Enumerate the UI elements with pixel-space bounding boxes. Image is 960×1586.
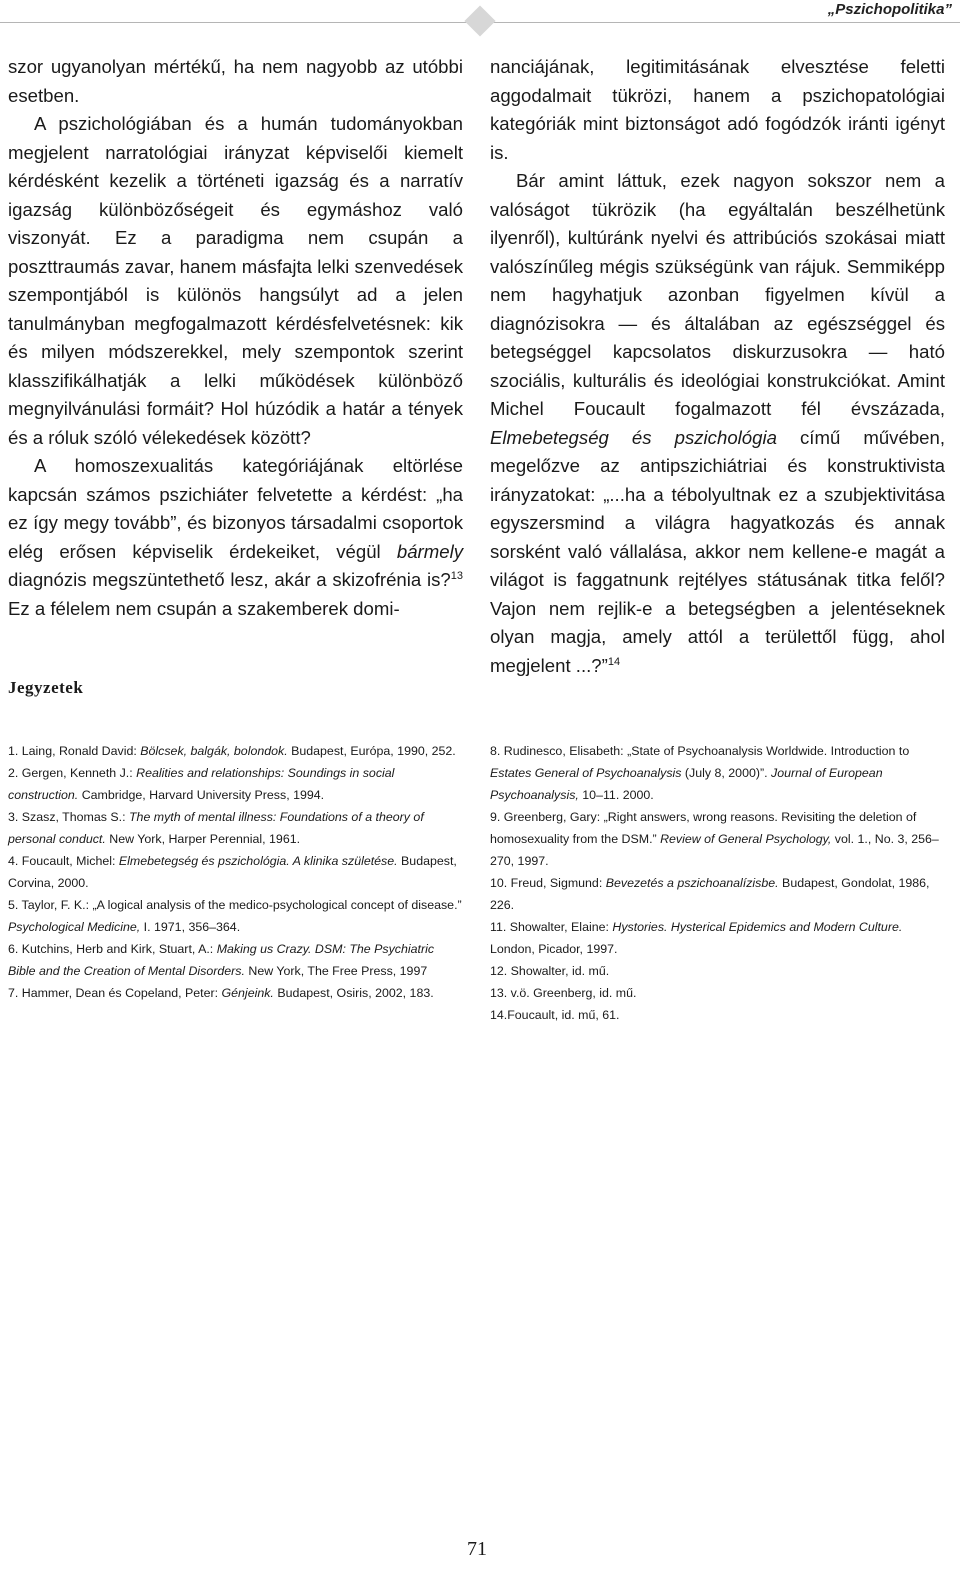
paragraph: szor ugyanolyan mértékű, ha nem nagyobb az utóbbi esetben. xyxy=(8,56,463,106)
text-run: Bár amint láttuk, ezek nagyon sokszor nem a valóságot tükrözik (ha egyáltalán beszélhetünk ilyenről), kultúránk nyelvi és attribúciós szokásai miatt valószínűleg mégis szükségünk van rájuk. Semmiképp nem hagyhatjuk azonban figyelmen kívül a diagnózisokra — és általában az egészséggel és betegséggel kapcsolatos diskurzusokra — ható szociális, kulturális és ideológiai konstrukciókat. Amint Michel Foucault fogalmazott fél évszázada, xyxy=(490,170,945,419)
paragraph: nanciájának, legitimitásának elvesztése feletti aggodalmait tükrözi, hanem a pszichopatológiai kategóriák mint biztonságot adó fogódzók iránti igényt is. xyxy=(490,56,945,163)
note-item: 13. v.ö. Greenberg, id. mű. xyxy=(490,986,637,1000)
paragraph: A pszichológiában és a humán tudományokban megjelent narratológiai irányzat képviselői kiemelt kérdésként kezelik a történeti igazság és a narratív igazság különbözőségeit és egymáshoz való viszonyát. Ez a paradigma nem csupán a poszttraumás zavar, hanem másfajta lelki szenvedések szempontjából is különös hangsúlyt ad a jelen tanulmányban megfogalmazott kérdésfelvetésnek: kik és milyen módszerekkel, mely szempontok szerint klasszifikálhatják a lelki működések különböző megnyilvánulási formáit? Hol húzódik a határ a tények és a róluk szóló vélekedések között? xyxy=(8,113,463,448)
note-item: 1. Laing, Ronald David: Bölcsek, balgák, bolondok. Budapest, Európa, 1990, 252. xyxy=(8,744,456,758)
emphasis: bármely xyxy=(396,540,463,562)
footnote-ref[interactable]: 13 xyxy=(450,570,463,582)
note-item: 14.Foucault, id. mű, 61. xyxy=(490,1008,620,1022)
note-item: 4. Foucault, Michel: Elmebetegség és pszichológia. A klinika születése. Budapest, Corvina, 2000. xyxy=(8,854,457,890)
note-item: 9. Greenberg, Gary: „Right answers, wrong reasons. Revisiting the deletion of homosexuality from the DSM.” Review of General Psychology, vol. 1., No. 3, 256–270, 1997. xyxy=(490,810,939,868)
paragraph xyxy=(8,452,463,623)
body-column-right xyxy=(490,53,945,680)
note-item: 2. Gergen, Kenneth J.: Realities and relationships: Soundings in social construction. Cambridge, Harvard University Press, 1994. xyxy=(8,766,395,802)
text-run: Ez a félelem nem csupán a szakemberek domi- xyxy=(8,597,400,619)
text-run: A homoszexualitás kategóriájának eltörlése kapcsán számos pszichiáter felvetette a kérdést: „ha ez így megy tovább”, és bizonyos társadalmi csoportok elég erősen képviselik érdekeiket, végül xyxy=(8,455,463,562)
note-item: 11. Showalter, Elaine: Hystories. Hysterical Epidemics and Modern Culture. London, Picador, 1997. xyxy=(490,920,903,956)
emphasis: Elmebetegség és pszichológia xyxy=(490,426,777,448)
paragraph xyxy=(490,167,945,680)
note-item: 7. Hammer, Dean és Copeland, Peter: Génjeink. Budapest, Osiris, 2002, 183. xyxy=(8,986,434,1000)
body-column-left xyxy=(8,53,463,623)
header-diamond-ornament xyxy=(464,5,495,36)
notes-heading: Jegyzetek xyxy=(8,678,84,697)
note-item: 5. Taylor, F. K.: „A logical analysis of the medico-psychological concept of disease.” Psychological Medicine, I. 1971, 356–364. xyxy=(8,898,462,934)
note-item: 12. Showalter, id. mű. xyxy=(490,964,610,978)
text-run: című művében, megelőzve az antipszichiátriai és konstruktivista irányzatokat: „...ha a tébolyultnak ez a szubjektivitása egyszersmind a világra hagyatkozás és annak sorsként való vállalása, akkor nem kellene-e magát a világot is faggatnunk rejtélyes státusának titka felől? Vajon nem rejlik-e a betegségben a jelentéseknek olyan magja, amely attól a területtől függ, ahol megjelent ...?” xyxy=(490,426,946,676)
note-item: 8. Rudinesco, Elisabeth: „State of Psychoanalysis Worldwide. Introduction to Estates General of Psychoanalysis (July 8, 2000)”. Journal of European Psychoanalysis, 10–11. 2000. xyxy=(490,744,910,802)
notes-list-right xyxy=(490,740,945,1026)
note-item: 10. Freud, Sigmund: Bevezetés a pszichoanalízisbe. Budapest, Gondolat, 1986, 226. xyxy=(490,876,930,912)
page-number: 71 xyxy=(467,1538,487,1560)
note-item: 6. Kutchins, Herb and Kirk, Stuart, A.: Making us Crazy. DSM: The Psychiatric Bible and the Creation of Mental Disorders. New York, The Free Press, 1997 xyxy=(8,942,435,978)
footnote-ref[interactable]: 14 xyxy=(607,655,621,668)
notes-list-left xyxy=(8,740,463,1004)
note-item: 3. Szasz, Thomas S.: The myth of mental illness: Foundations of a theory of personal conduct. New York, Harper Perennial, 1961. xyxy=(8,810,424,846)
running-header-title: „Pszichopolitika” xyxy=(822,1,952,18)
text-run: diagnózis megszüntethető lesz, akár a skizofrénia is? xyxy=(8,569,451,590)
